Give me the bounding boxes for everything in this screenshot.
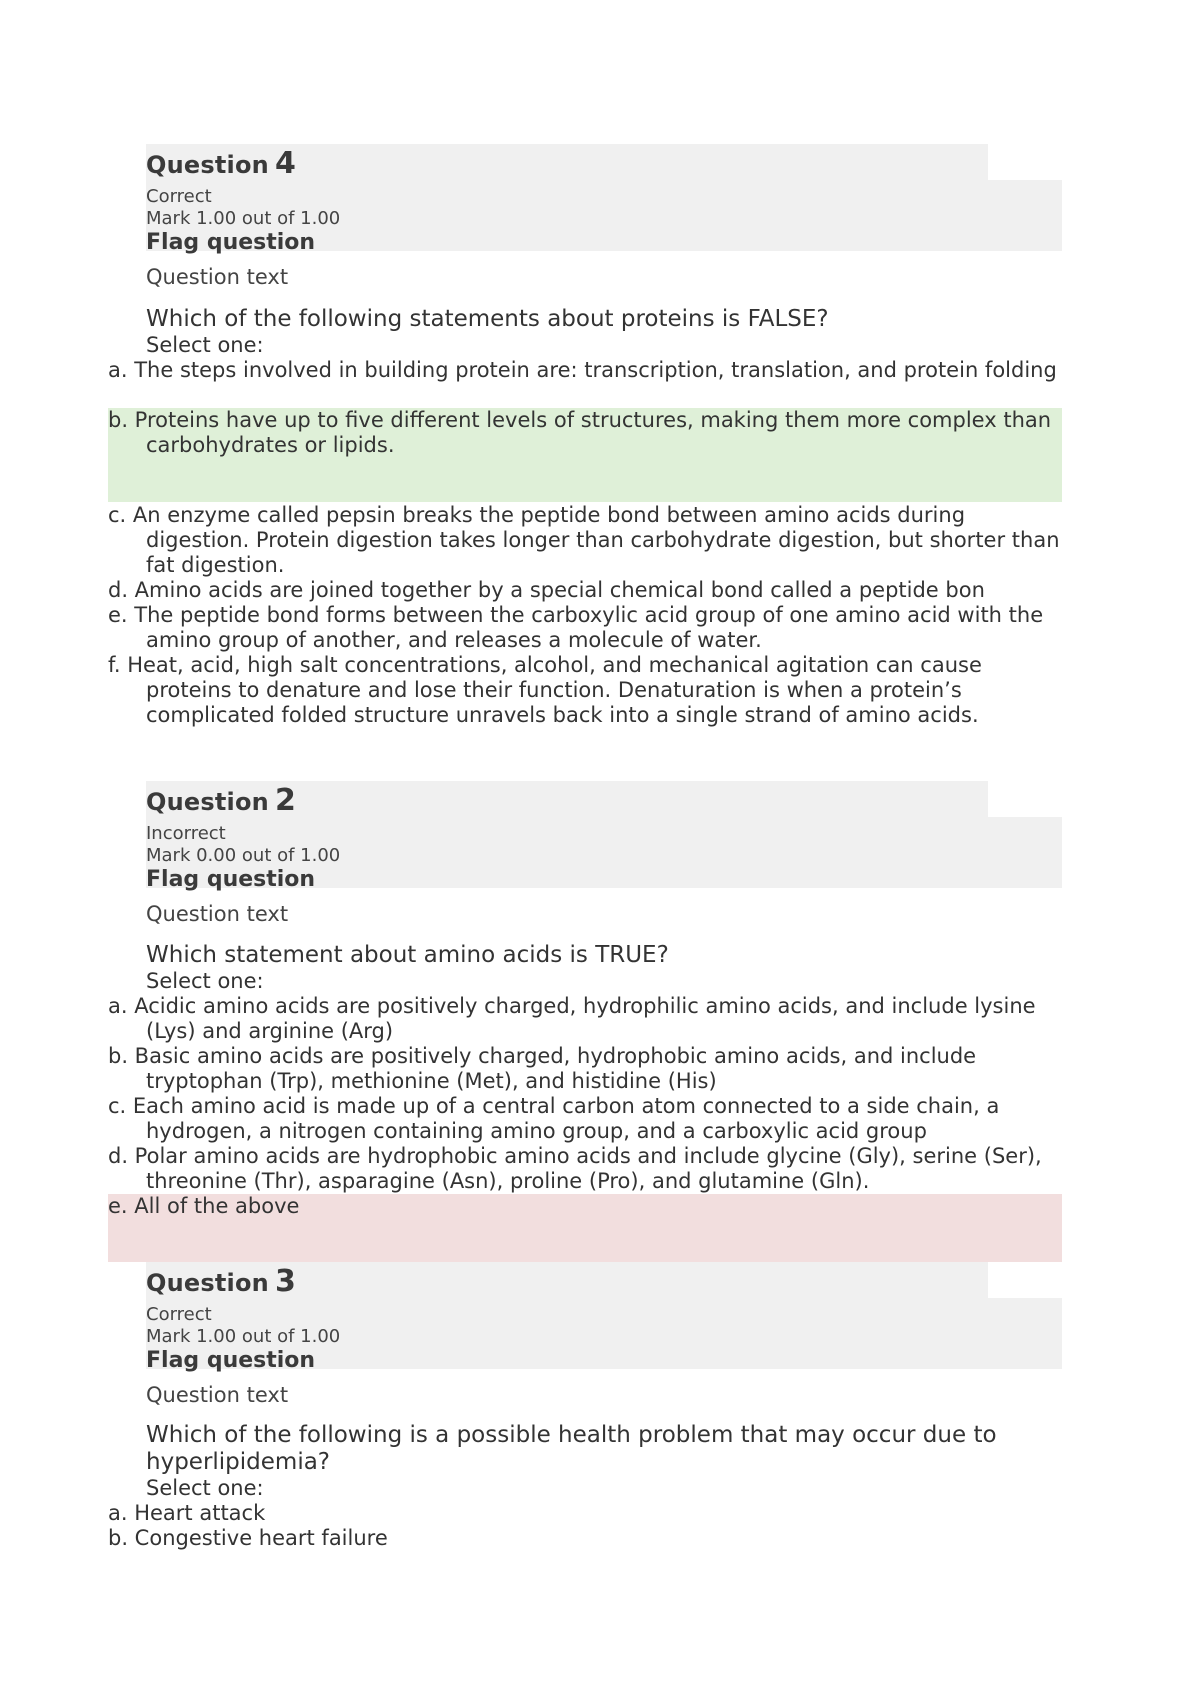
answer-option[interactable]: a. The steps involved in building protein are: transcription, translation, and protein folding: [108, 358, 1057, 382]
answer-option-selected-incorrect[interactable]: e. All of the above: [108, 1194, 300, 1218]
answer-option[interactable]: a. Acidic amino acids are positively charged, hydrophilic amino acids, and include lysine (Lys) and arginine (Arg): [108, 994, 1036, 1043]
select-one-label: Select one:: [146, 1476, 264, 1500]
answer-option-correct[interactable]: b. Proteins have up to five different levels of structures, making them more complex than carbohydrates or lipids.: [108, 408, 1052, 457]
question-mark: Mark 1.00 out of 1.00: [146, 208, 341, 229]
question-text: Which statement about amino acids is TRUE?: [146, 942, 669, 968]
answer-option[interactable]: d. Polar amino acids are hydrophobic amino acids and include glycine (Gly), serine (Ser), threonine (Thr), asparagine (Asn), proline (Pro), and glutamine (Gln).: [108, 1144, 1042, 1193]
question-title: Question 4: [146, 146, 297, 181]
select-one-label: Select one:: [146, 333, 264, 357]
answer-option[interactable]: f. Heat, acid, high salt concentrations, alcohol, and mechanical agitation can cause proteins to denature and lose their function. Denaturation is when a protein’s complicated folded structure unravels back into a single strand of amino acids.: [108, 653, 982, 727]
flag-question-link[interactable]: Flag question: [146, 1348, 316, 1373]
flag-question-link[interactable]: Flag question: [146, 867, 316, 892]
flag-question-link[interactable]: Flag question: [146, 230, 316, 255]
question-title: Question 2: [146, 783, 297, 818]
select-one-label: Select one:: [146, 969, 264, 993]
question-mark: Mark 0.00 out of 1.00: [146, 845, 341, 866]
answer-option[interactable]: c. An enzyme called pepsin breaks the peptide bond between amino acids during digestion. Protein digestion takes longer than carbohydrate digestion, but shorter than fat digestion.: [108, 503, 1060, 577]
answer-option[interactable]: b. Basic amino acids are positively charged, hydrophobic amino acids, and include tryptophan (Trp), methionine (Met), and histidine (His): [108, 1044, 977, 1093]
question-state: Correct: [146, 1304, 212, 1325]
question-text-label: Question text: [146, 1383, 289, 1407]
question-number: 3: [274, 1264, 297, 1299]
question-text: Which of the following is a possible health problem that may occur due to hyperlipidemia?: [146, 1422, 997, 1475]
answer-option[interactable]: c. Each amino acid is made up of a central carbon atom connected to a side chain, a hydrogen, a nitrogen containing amino group, and a carboxylic acid group: [108, 1094, 1000, 1143]
question-state: Incorrect: [146, 823, 226, 844]
answer-option[interactable]: d. Amino acids are joined together by a special chemical bond called a peptide bon: [108, 578, 985, 602]
question-text-label: Question text: [146, 902, 289, 926]
answer-option[interactable]: b. Congestive heart failure: [108, 1526, 388, 1550]
question-text: Which of the following statements about proteins is FALSE?: [146, 306, 829, 332]
answer-option[interactable]: e. The peptide bond forms between the carboxylic acid group of one amino acid with the amino group of another, and releases a molecule of water.: [108, 603, 1044, 652]
question-number: 2: [274, 783, 297, 818]
question-mark: Mark 1.00 out of 1.00: [146, 1326, 341, 1347]
answer-option[interactable]: a. Heart attack: [108, 1501, 266, 1525]
question-text-label: Question text: [146, 265, 289, 289]
question-title: Question 3: [146, 1264, 297, 1299]
question-number: 4: [274, 146, 297, 181]
question-state: Correct: [146, 186, 212, 207]
